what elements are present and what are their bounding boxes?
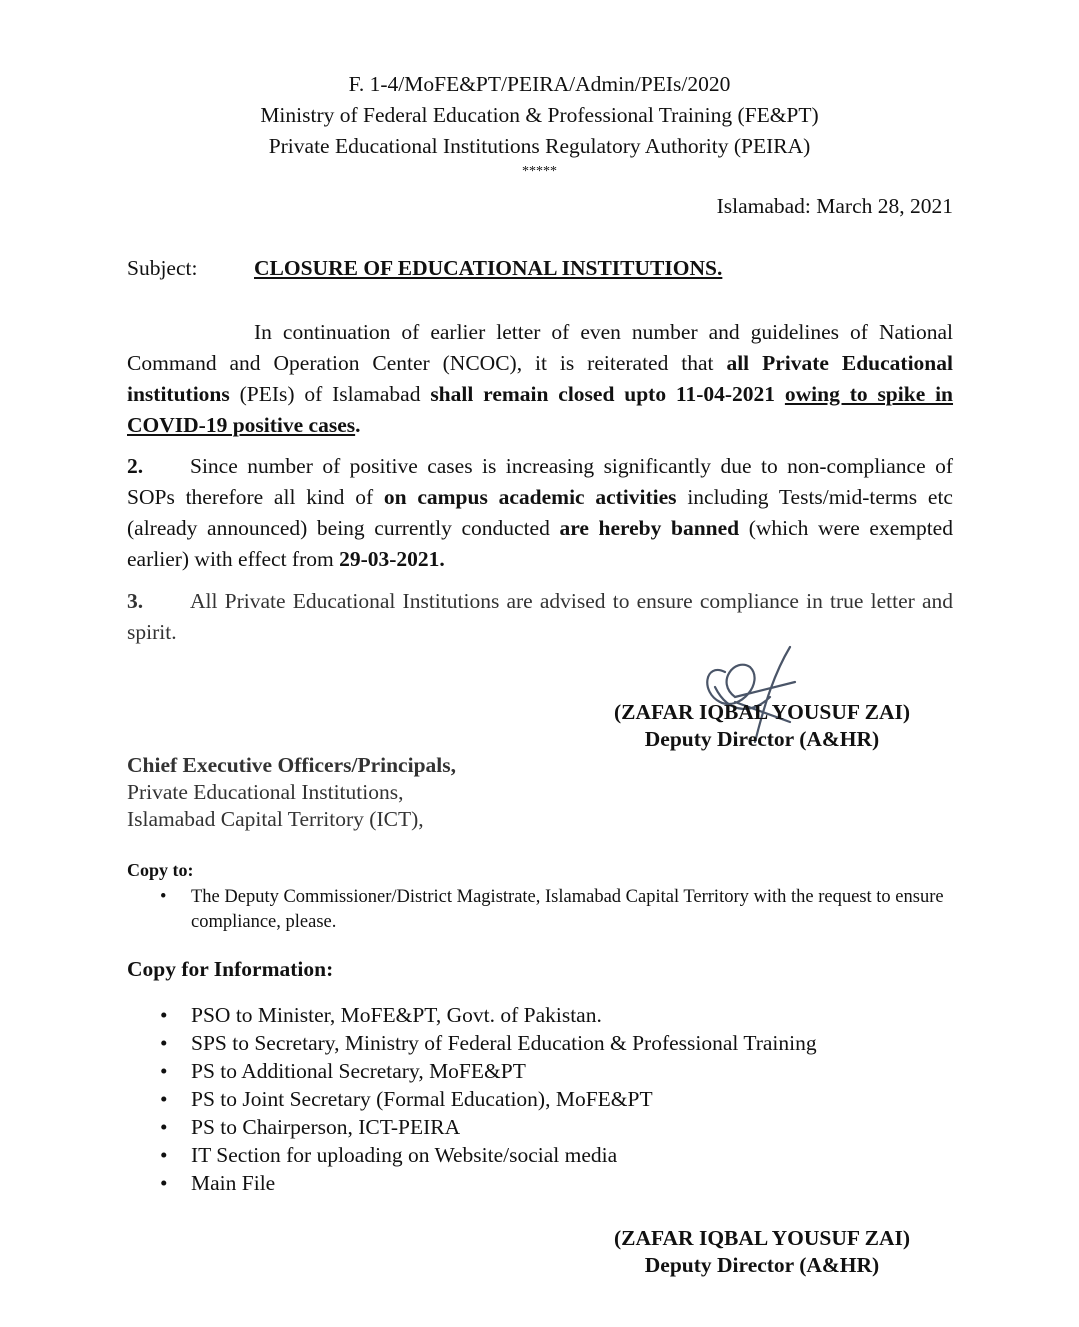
ministry-name: Ministry of Federal Education & Professional Training (FE&PT) — [260, 103, 819, 127]
copy-to-label: Copy to: — [127, 860, 194, 880]
signatory-title: Deputy Director (A&HR) — [644, 727, 880, 751]
list-item — [127, 1113, 957, 1141]
p2-bold-2: are hereby banned — [559, 516, 740, 540]
file-number: F. 1-4/MoFE&PT/PEIRA/Admin/PEIs/2020 — [348, 72, 731, 96]
authority-name: Private Educational Institutions Regulatory Authority (PEIRA) — [268, 134, 811, 158]
info-item: PSO to Minister, MoFE&PT, Govt. of Pakistan. — [191, 1003, 602, 1027]
info-item: PS to Joint Secretary (Formal Education), MoFE&PT — [191, 1087, 653, 1111]
p1-underlined: owing to spike in COVID-19 positive cases — [127, 382, 954, 437]
paragraph-1 — [127, 317, 953, 441]
subject-value: CLOSURE OF EDUCATIONAL INSTITUTIONS. — [254, 256, 723, 280]
paragraph-2 — [127, 451, 953, 575]
list-item — [127, 1169, 957, 1197]
copy-to-list — [127, 885, 957, 935]
p1-text-2: (PEIs) of Islamabad — [229, 382, 431, 406]
p3-number: 3. — [127, 589, 144, 613]
p2-bold-3: 29-03-2021. — [339, 547, 445, 571]
signatory-name: (ZAFAR IQBAL YOUSUF ZAI) — [613, 1226, 911, 1250]
info-item: PS to Additional Secretary, MoFE&PT — [191, 1059, 526, 1083]
bullet-icon: • — [160, 1031, 168, 1055]
p1-text-1: In continuation of earlier letter of even number and guidelines of National Command and Operation Center (NCOC), it is reiterated that — [127, 320, 953, 375]
signatory-block-bottom — [582, 1225, 942, 1279]
signatory-name: (ZAFAR IQBAL YOUSUF ZAI) — [613, 700, 911, 724]
list-item — [127, 1141, 957, 1169]
info-item: PS to Chairperson, ICT-PEIRA — [191, 1115, 461, 1139]
p2-text-2: including Tests/mid-terms etc (already announced) being currently conducted — [127, 485, 953, 540]
date-line: Islamabad: March 28, 2021 — [716, 194, 953, 218]
info-item: Main File — [191, 1171, 276, 1195]
p2-text-1: Since number of positive cases is increasing significantly due to non-compliance of SOPs therefore all kind of — [127, 454, 953, 509]
list-item — [127, 885, 957, 935]
list-item — [127, 1029, 957, 1057]
addressee-line-2: Private Educational Institutions, — [127, 780, 404, 804]
list-item — [127, 1085, 957, 1113]
addressee-block — [127, 752, 456, 833]
info-item: SPS to Secretary, Ministry of Federal Education & Professional Training — [191, 1031, 817, 1055]
p1-bold-2: shall remain closed upto 11-04-2021 — [430, 382, 776, 406]
addressee-line-1: Chief Executive Officers/Principals, — [127, 753, 456, 777]
info-item: IT Section for uploading on Website/social media — [191, 1143, 618, 1167]
signatory-block-top — [582, 699, 942, 753]
addressee-line-3: Islamabad Capital Territory (ICT), — [127, 807, 424, 831]
copy-to-item: The Deputy Commissioner/District Magistrate, Islamabad Capital Territory with the request to ensure compliance, please. — [191, 887, 944, 932]
bullet-icon: • — [160, 1171, 168, 1195]
bullet-icon: • — [160, 887, 167, 907]
bullet-icon: • — [160, 1003, 168, 1027]
subject-label: Subject: — [127, 256, 198, 280]
subject-line — [127, 256, 722, 281]
signatory-title: Deputy Director (A&HR) — [644, 1253, 880, 1277]
p1-bold-1: all Private Educational institutions — [127, 351, 953, 406]
bullet-icon: • — [160, 1087, 168, 1111]
separator-stars: ***** — [522, 164, 557, 179]
p2-number: 2. — [127, 454, 144, 478]
p1-text-3 — [775, 382, 785, 406]
bullet-icon: • — [160, 1143, 168, 1167]
p2-text-3: (which were exempted earlier) with effect from — [127, 516, 953, 571]
p3-text: All Private Educational Institutions are advised to ensure compliance in true letter and spirit. — [127, 589, 953, 644]
paragraph-3 — [127, 586, 953, 648]
bullet-icon: • — [160, 1059, 168, 1083]
p2-bold-1: on campus academic activities — [383, 485, 677, 509]
letterhead — [0, 69, 1079, 182]
list-item — [127, 1001, 957, 1029]
copy-for-information-list — [127, 1001, 957, 1197]
list-item — [127, 1057, 957, 1085]
bullet-icon: • — [160, 1115, 168, 1139]
p1-text-4: . — [355, 413, 361, 437]
copy-for-information-label: Copy for Information: — [127, 957, 334, 981]
